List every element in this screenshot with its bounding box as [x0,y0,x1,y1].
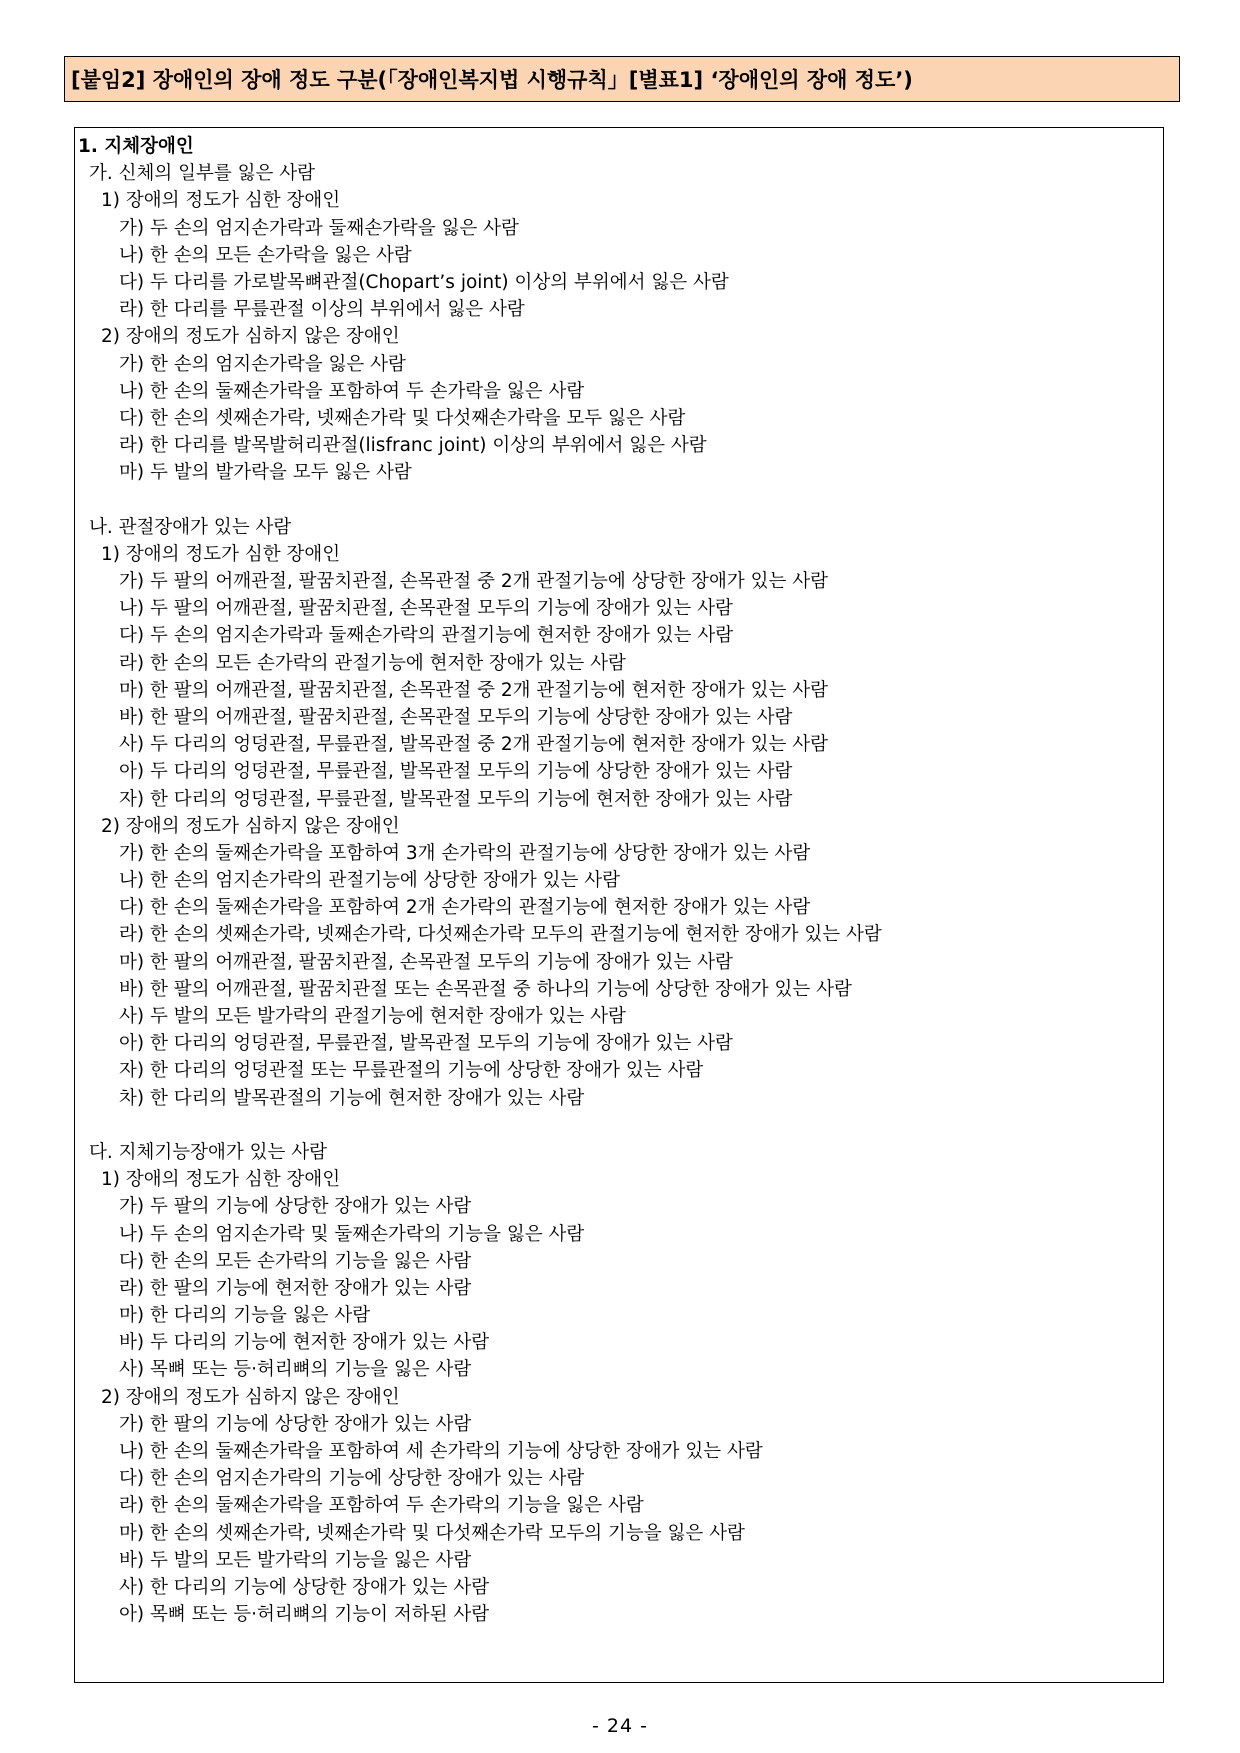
subgroup-heading: 1) 장애의 정도가 심한 장애인 [101,543,341,565]
list-item: 가) 한 손의 둘째손가락을 포함하여 3개 손가락의 관절기능에 상당한 장애가 있는 사람 [119,842,811,864]
attachment-title-box [64,56,1180,102]
list-item: 라) 한 다리를 무릎관절 이상의 부위에서 잃은 사람 [119,299,525,321]
list-item: 다) 두 손의 엄지손가락과 둘째손가락의 관절기능에 현저한 장애가 있는 사람 [119,625,734,647]
list-item: 마) 한 손의 셋째손가락, 넷째손가락 및 다섯째손가락 모두의 기능을 잃은 사람 [119,1522,745,1544]
list-item: 바) 한 팔의 어깨관절, 팔꿈치관절 또는 손목관절 중 하나의 기능에 상당한 장애가 있는 사람 [119,978,852,1000]
group-heading: 가. 신체의 일부를 잃은 사람 [89,163,315,185]
blank-line [75,1112,1163,1139]
list-item: 다) 두 다리를 가로발목뼈관절(Chopart’s joint) 이상의 부위에서 잃은 사람 [119,271,729,293]
list-item: 자) 한 다리의 엉덩관절 또는 무릎관절의 기능에 상당한 장애가 있는 사람 [119,1060,704,1082]
list-item: 차) 한 다리의 발목관절의 기능에 현저한 장애가 있는 사람 [119,1087,585,1109]
subgroup-heading: 1) 장애의 정도가 심한 장애인 [101,190,341,212]
blank-line [75,486,1163,513]
list-item: 마) 한 다리의 기능을 잃은 사람 [119,1305,371,1327]
subgroup-heading: 1) 장애의 정도가 심한 장애인 [101,1169,341,1191]
subgroup-heading: 2) 장애의 정도가 심하지 않은 장애인 [101,815,400,837]
list-item: 나) 두 손의 엄지손가락 및 둘째손가락의 기능을 잃은 사람 [119,1223,585,1245]
list-item: 라) 한 손의 둘째손가락을 포함하여 두 손가락의 기능을 잃은 사람 [119,1495,644,1517]
list-item: 바) 한 팔의 어깨관절, 팔꿈치관절, 손목관절 모두의 기능에 상당한 장애가 있는 사람 [119,706,793,728]
list-item: 나) 한 손의 모든 손가락을 잃은 사람 [119,244,412,266]
group-heading: 나. 관절장애가 있는 사람 [89,516,292,538]
list-item: 사) 두 발의 모든 발가락의 관절기능에 현저한 장애가 있는 사람 [119,1006,626,1027]
page-number: - 24 - [592,1715,648,1737]
list-item: 라) 한 다리를 발목발허리관절(lisfranc joint) 이상의 부위에서 잃은 사람 [119,435,707,457]
list-item: 나) 한 손의 둘째손가락을 포함하여 세 손가락의 기능에 상당한 장애가 있는 사람 [119,1441,763,1462]
section-heading: 1. 지체장애인 [78,136,194,157]
list-item: 아) 목뼈 또는 등·허리뼈의 기능이 저하된 사람 [119,1604,490,1626]
list-item: 다) 한 손의 엄지손가락의 기능에 상당한 장애가 있는 사람 [119,1468,585,1490]
list-item: 다) 한 손의 모든 손가락의 기능을 잃은 사람 [119,1250,472,1272]
list-item: 가) 두 팔의 어깨관절, 팔꿈치관절, 손목관절 중 2개 관절기능에 상당한 장애가 있는 사람 [119,571,828,592]
list-item: 아) 두 다리의 엉덩관절, 무릎관절, 발목관절 모두의 기능에 상당한 장애가 있는 사람 [119,761,793,783]
list-item: 다) 한 손의 셋째손가락, 넷째손가락 및 다섯째손가락을 모두 잃은 사람 [119,407,686,429]
list-item: 바) 두 발의 모든 발가락의 기능을 잃은 사람 [119,1549,472,1571]
list-item: 라) 한 손의 셋째손가락, 넷째손가락, 다섯째손가락 모두의 관절기능에 현저한 장애가 있는 사람 [119,924,882,946]
list-item: 나) 두 팔의 어깨관절, 팔꿈치관절, 손목관절 모두의 기능에 장애가 있는 사람 [119,598,733,620]
list-item: 나) 한 손의 엄지손가락의 관절기능에 상당한 장애가 있는 사람 [119,870,621,892]
list-item: 가) 한 손의 엄지손가락을 잃은 사람 [119,353,406,375]
list-item: 라) 한 팔의 기능에 현저한 장애가 있는 사람 [119,1277,472,1299]
list-item: 사) 두 다리의 엉덩관절, 무릎관절, 발목관절 중 2개 관절기능에 현저한 장애가 있는 사람 [119,734,828,756]
content-box [74,127,1164,1683]
list-item: 자) 한 다리의 엉덩관절, 무릎관절, 발목관절 모두의 기능에 현저한 장애가 있는 사람 [119,788,793,810]
list-item: 마) 두 발의 발가락을 모두 잃은 사람 [119,462,412,484]
group-heading: 다. 지체기능장애가 있는 사람 [89,1141,327,1163]
list-item: 바) 두 다리의 기능에 현저한 장애가 있는 사람 [119,1332,490,1354]
list-item: 라) 한 손의 모든 손가락의 관절기능에 현저한 장애가 있는 사람 [119,652,626,674]
subgroup-heading: 2) 장애의 정도가 심하지 않은 장애인 [101,1386,400,1408]
list-item: 가) 두 팔의 기능에 상당한 장애가 있는 사람 [119,1196,472,1218]
list-item: 사) 한 다리의 기능에 상당한 장애가 있는 사람 [119,1576,490,1598]
list-item: 아) 한 다리의 엉덩관절, 무릎관절, 발목관절 모두의 기능에 장애가 있는 사람 [119,1033,733,1055]
list-item: 마) 한 팔의 어깨관절, 팔꿈치관절, 손목관절 중 2개 관절기능에 현저한 장애가 있는 사람 [119,679,828,701]
list-item: 나) 한 손의 둘째손가락을 포함하여 두 손가락을 잃은 사람 [119,380,585,402]
attachment-title: [붙임2] 장애인의 장애 정도 구분(「장애인복지법 시행규칙」[별표1] ‘장애인의 장애 정도’) [71,68,913,92]
subgroup-heading: 2) 장애의 정도가 심하지 않은 장애인 [101,326,400,348]
list-item: 가) 두 손의 엄지손가락과 둘째손가락을 잃은 사람 [119,217,519,239]
list-item: 사) 목뼈 또는 등·허리뼈의 기능을 잃은 사람 [119,1359,472,1381]
list-item: 마) 한 팔의 어깨관절, 팔꿈치관절, 손목관절 모두의 기능에 장애가 있는 사람 [119,951,733,973]
list-item: 다) 한 손의 둘째손가락을 포함하여 2개 손가락의 관절기능에 현저한 장애가 있는 사람 [119,897,811,919]
list-item: 가) 한 팔의 기능에 상당한 장애가 있는 사람 [119,1413,472,1435]
